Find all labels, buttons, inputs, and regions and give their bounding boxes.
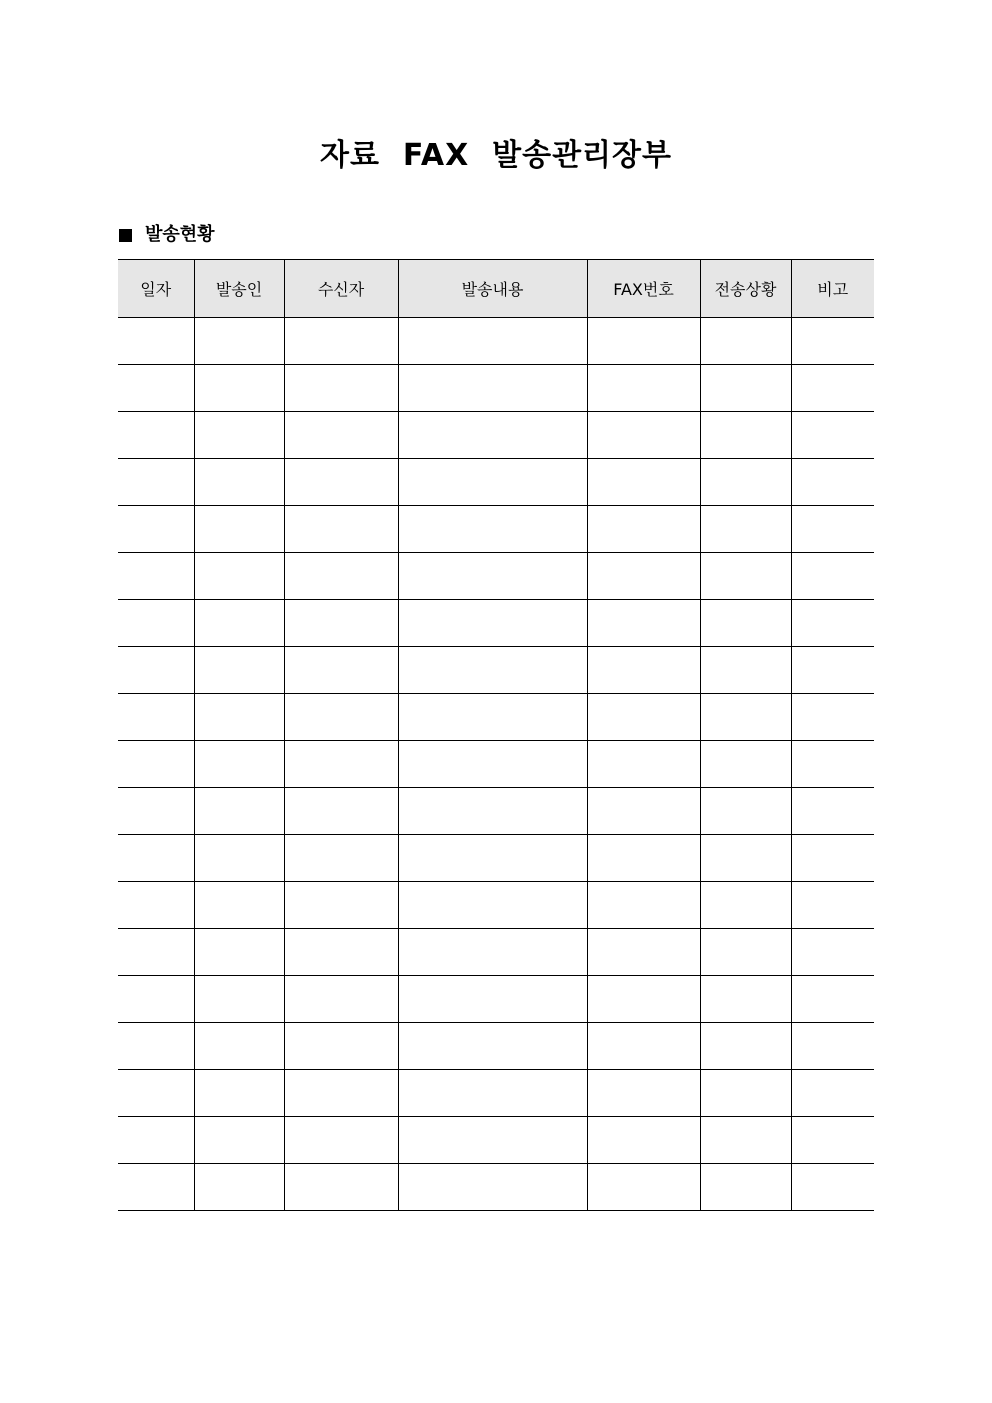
table-cell bbox=[700, 1117, 791, 1164]
table-cell bbox=[587, 318, 700, 365]
table-row bbox=[118, 1164, 874, 1211]
table-cell bbox=[700, 1164, 791, 1211]
table-cell bbox=[194, 365, 284, 412]
table-cell bbox=[791, 882, 874, 929]
table-cell bbox=[700, 788, 791, 835]
table-cell bbox=[194, 459, 284, 506]
page-title: 자료 FAX 발송관리장부 bbox=[319, 138, 672, 173]
table-cell bbox=[284, 506, 398, 553]
table-row bbox=[118, 459, 874, 506]
table-cell bbox=[587, 553, 700, 600]
table-cell bbox=[118, 694, 194, 741]
table-cell bbox=[587, 1117, 700, 1164]
table-cell bbox=[194, 976, 284, 1023]
table-cell bbox=[587, 459, 700, 506]
section-heading bbox=[119, 222, 215, 248]
table-cell bbox=[398, 1117, 587, 1164]
table-cell bbox=[791, 929, 874, 976]
table-cell bbox=[118, 506, 194, 553]
table-cell bbox=[194, 788, 284, 835]
table-row bbox=[118, 929, 874, 976]
table-row bbox=[118, 741, 874, 788]
table-cell bbox=[587, 1164, 700, 1211]
table-cell bbox=[284, 365, 398, 412]
table-row bbox=[118, 412, 874, 459]
table-cell bbox=[118, 318, 194, 365]
table-row bbox=[118, 647, 874, 694]
table-cell bbox=[587, 600, 700, 647]
table-cell bbox=[398, 929, 587, 976]
table-cell bbox=[194, 318, 284, 365]
table-cell bbox=[700, 835, 791, 882]
table-cell bbox=[587, 647, 700, 694]
table-cell bbox=[118, 365, 194, 412]
table-cell bbox=[791, 1117, 874, 1164]
table-cell bbox=[587, 976, 700, 1023]
table-cell bbox=[284, 1117, 398, 1164]
table-cell bbox=[587, 1023, 700, 1070]
table-cell bbox=[398, 365, 587, 412]
table-cell bbox=[700, 553, 791, 600]
table-cell bbox=[700, 976, 791, 1023]
table-cell bbox=[700, 1070, 791, 1117]
table-cell bbox=[284, 694, 398, 741]
table-cell bbox=[587, 694, 700, 741]
table-cell bbox=[587, 1070, 700, 1117]
table-cell bbox=[118, 788, 194, 835]
table-cell bbox=[194, 835, 284, 882]
table-cell bbox=[398, 694, 587, 741]
table-cell bbox=[284, 318, 398, 365]
table-cell bbox=[700, 318, 791, 365]
table-row bbox=[118, 835, 874, 882]
table-cell bbox=[587, 365, 700, 412]
table-cell bbox=[791, 741, 874, 788]
table-cell bbox=[194, 553, 284, 600]
table-row bbox=[118, 976, 874, 1023]
table-cell bbox=[194, 506, 284, 553]
table-cell bbox=[700, 929, 791, 976]
table-cell bbox=[398, 741, 587, 788]
table-header-row bbox=[118, 260, 874, 318]
table-cell bbox=[398, 318, 587, 365]
table-cell bbox=[700, 506, 791, 553]
table-cell bbox=[284, 553, 398, 600]
column-header-date: 일자 bbox=[118, 260, 194, 318]
table-cell bbox=[284, 600, 398, 647]
table-cell bbox=[398, 882, 587, 929]
table-cell bbox=[700, 412, 791, 459]
table-cell bbox=[284, 741, 398, 788]
table-cell bbox=[791, 412, 874, 459]
table-cell bbox=[791, 788, 874, 835]
table-cell bbox=[118, 1117, 194, 1164]
table-cell bbox=[791, 506, 874, 553]
table-cell bbox=[284, 1164, 398, 1211]
table-cell bbox=[587, 882, 700, 929]
table-cell bbox=[398, 506, 587, 553]
square-bullet-icon bbox=[119, 229, 132, 242]
table-cell bbox=[587, 741, 700, 788]
table-cell bbox=[194, 412, 284, 459]
table-cell bbox=[398, 1023, 587, 1070]
table-row bbox=[118, 788, 874, 835]
table-cell bbox=[118, 647, 194, 694]
table-cell bbox=[791, 365, 874, 412]
table-cell bbox=[284, 882, 398, 929]
table-cell bbox=[284, 976, 398, 1023]
table-cell bbox=[700, 365, 791, 412]
table-cell bbox=[118, 976, 194, 1023]
table-cell bbox=[194, 882, 284, 929]
table-cell bbox=[284, 412, 398, 459]
fax-log-table bbox=[118, 259, 874, 1211]
table-cell bbox=[791, 976, 874, 1023]
table-cell bbox=[398, 553, 587, 600]
table-row bbox=[118, 600, 874, 647]
table-cell bbox=[700, 647, 791, 694]
table-cell bbox=[791, 835, 874, 882]
table-cell bbox=[398, 412, 587, 459]
table-cell bbox=[194, 741, 284, 788]
table-cell bbox=[118, 1164, 194, 1211]
table-row bbox=[118, 694, 874, 741]
table-cell bbox=[284, 788, 398, 835]
table-cell bbox=[791, 1070, 874, 1117]
table-cell bbox=[700, 694, 791, 741]
table-cell bbox=[284, 1023, 398, 1070]
table-cell bbox=[791, 647, 874, 694]
table-cell bbox=[194, 1070, 284, 1117]
column-header-remarks: 비고 bbox=[791, 260, 874, 318]
table-row bbox=[118, 365, 874, 412]
table-cell bbox=[118, 835, 194, 882]
table-cell bbox=[194, 1164, 284, 1211]
table-cell bbox=[194, 600, 284, 647]
table-cell bbox=[791, 459, 874, 506]
table-row bbox=[118, 1023, 874, 1070]
column-header-recipient: 수신자 bbox=[284, 260, 398, 318]
table-cell bbox=[284, 647, 398, 694]
table-body bbox=[118, 318, 874, 1211]
table-cell bbox=[398, 1070, 587, 1117]
table-row bbox=[118, 882, 874, 929]
table-cell bbox=[791, 694, 874, 741]
table-cell bbox=[587, 788, 700, 835]
section-heading-label: 발송현황 bbox=[145, 224, 215, 245]
table-cell bbox=[194, 647, 284, 694]
table-cell bbox=[284, 1070, 398, 1117]
column-header-fax-number: FAX번호 bbox=[587, 260, 700, 318]
table-cell bbox=[118, 1070, 194, 1117]
table-cell bbox=[118, 459, 194, 506]
table-row bbox=[118, 1070, 874, 1117]
table-cell bbox=[118, 929, 194, 976]
table-cell bbox=[700, 1023, 791, 1070]
table-cell bbox=[284, 835, 398, 882]
table-cell bbox=[791, 553, 874, 600]
table-cell bbox=[118, 741, 194, 788]
table-cell bbox=[398, 788, 587, 835]
table-cell bbox=[284, 459, 398, 506]
table-cell bbox=[398, 835, 587, 882]
table-cell bbox=[118, 412, 194, 459]
table-cell bbox=[194, 1023, 284, 1070]
table-cell bbox=[791, 1164, 874, 1211]
table-cell bbox=[398, 976, 587, 1023]
table-cell bbox=[194, 1117, 284, 1164]
table-cell bbox=[791, 318, 874, 365]
column-header-content: 발송내용 bbox=[398, 260, 587, 318]
table-cell bbox=[587, 412, 700, 459]
table-cell bbox=[700, 882, 791, 929]
table-cell bbox=[700, 741, 791, 788]
table-cell bbox=[791, 600, 874, 647]
column-header-sender: 발송인 bbox=[194, 260, 284, 318]
table-cell bbox=[284, 929, 398, 976]
table-cell bbox=[587, 506, 700, 553]
table-cell bbox=[398, 459, 587, 506]
table-cell bbox=[700, 600, 791, 647]
table-row bbox=[118, 506, 874, 553]
table-cell bbox=[398, 600, 587, 647]
table-cell bbox=[587, 835, 700, 882]
table-cell bbox=[118, 553, 194, 600]
table-cell bbox=[587, 929, 700, 976]
column-header-status: 전송상황 bbox=[700, 260, 791, 318]
table-cell bbox=[194, 694, 284, 741]
table-cell bbox=[791, 1023, 874, 1070]
table-row bbox=[118, 318, 874, 365]
table-cell bbox=[118, 1023, 194, 1070]
table-cell bbox=[194, 929, 284, 976]
table-cell bbox=[700, 459, 791, 506]
table-row bbox=[118, 1117, 874, 1164]
table-cell bbox=[398, 647, 587, 694]
table-row bbox=[118, 553, 874, 600]
table-cell bbox=[118, 882, 194, 929]
table-cell bbox=[398, 1164, 587, 1211]
table-cell bbox=[118, 600, 194, 647]
